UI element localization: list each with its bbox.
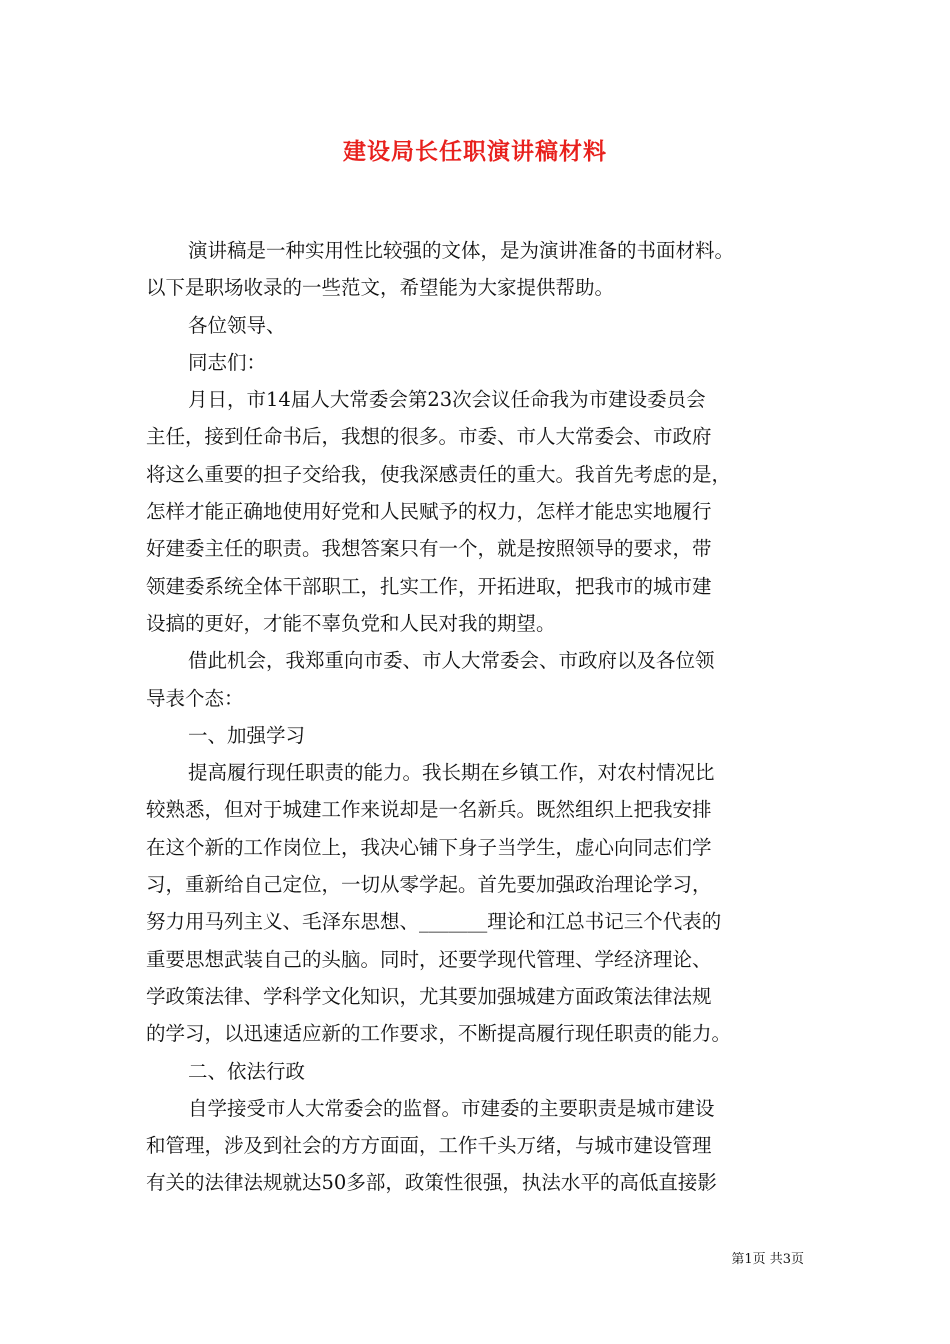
body-line: 和管理，涉及到社会的方方面面，工作千头万绪，与城市建设管理 (146, 1134, 712, 1158)
body-line: 以下是职场收录的一些范文，希望能为大家提供帮助。 (146, 276, 615, 300)
body-line: 领建委系统全体干部职工，扎实工作，开拓进取，把我市的城市建 (146, 574, 712, 598)
body-line: 设搞的更好，才能不辜负党和人民对我的期望。 (146, 611, 556, 635)
body-line: 习，重新给自己定位，一切从零学起。首先要加强政治理论学习， (146, 873, 712, 897)
body-line: 主任，接到任命书后，我想的很多。市委、市人大常委会、市政府 (146, 425, 712, 449)
body-line: 学政策法律、学科学文化知识，尤其要加强城建方面政策法律法规 (146, 984, 712, 1008)
body-line: 演讲稿是一种实用性比较强的文体，是为演讲准备的书面材料。 (188, 239, 735, 262)
body-line: 同志们： (188, 350, 267, 374)
body-line: 将这么重要的担子交给我，使我深感责任的重大。我首先考虑的是， (146, 462, 732, 486)
body-line: 重要思想武装自己的头脑。同时，还要学现代管理、学经济理论、 (146, 947, 712, 971)
body-line: 努力用马列主义、毛泽东思想、_______理论和江总书记三个代表的 (146, 910, 722, 934)
body-line: 的学习，以迅速适应新的工作要求，不断提高履行现任职责的能力。 (146, 1022, 732, 1046)
body-line: 导表个态： (146, 686, 244, 710)
body-line: 自学接受市人大常委会的监督。市建委的主要职责是城市建设 (188, 1096, 715, 1120)
body-line: 怎样才能正确地使用好党和人民赋予的权力，怎样才能忠实地履行 (146, 500, 712, 524)
document-title: 建设局长任职演讲稿材料 (343, 139, 607, 165)
body-line: 月日，市14届人大常委会第23次会议任命我为市建设委员会 (188, 388, 706, 412)
body-line: 好建委主任的职责。我想答案只有一个，就是按照领导的要求，带 (146, 537, 712, 561)
body-line: 较熟悉，但对于城建工作来说却是一名新兵。既然组织上把我安排 (146, 798, 712, 822)
body-line: 在这个新的工作岗位上，我决心铺下身子当学生，虚心向同志们学 (146, 835, 712, 859)
body-line: 提高履行现任职责的能力。我长期在乡镇工作，对农村情况比 (188, 761, 715, 785)
document-body (146, 232, 814, 1202)
page-number-footer: 第1页 共3页 (731, 1252, 804, 1267)
body-line: 各位领导、 (188, 313, 286, 337)
body-line: 有关的法律法规就达50多部，政策性很强，执法水平的高低直接影 (146, 1171, 717, 1195)
body-line: 借此机会，我郑重向市委、市人大常委会、市政府以及各位领 (188, 649, 715, 673)
body-line: 一、加强学习 (188, 723, 306, 747)
body-line: 二、依法行政 (188, 1059, 306, 1083)
